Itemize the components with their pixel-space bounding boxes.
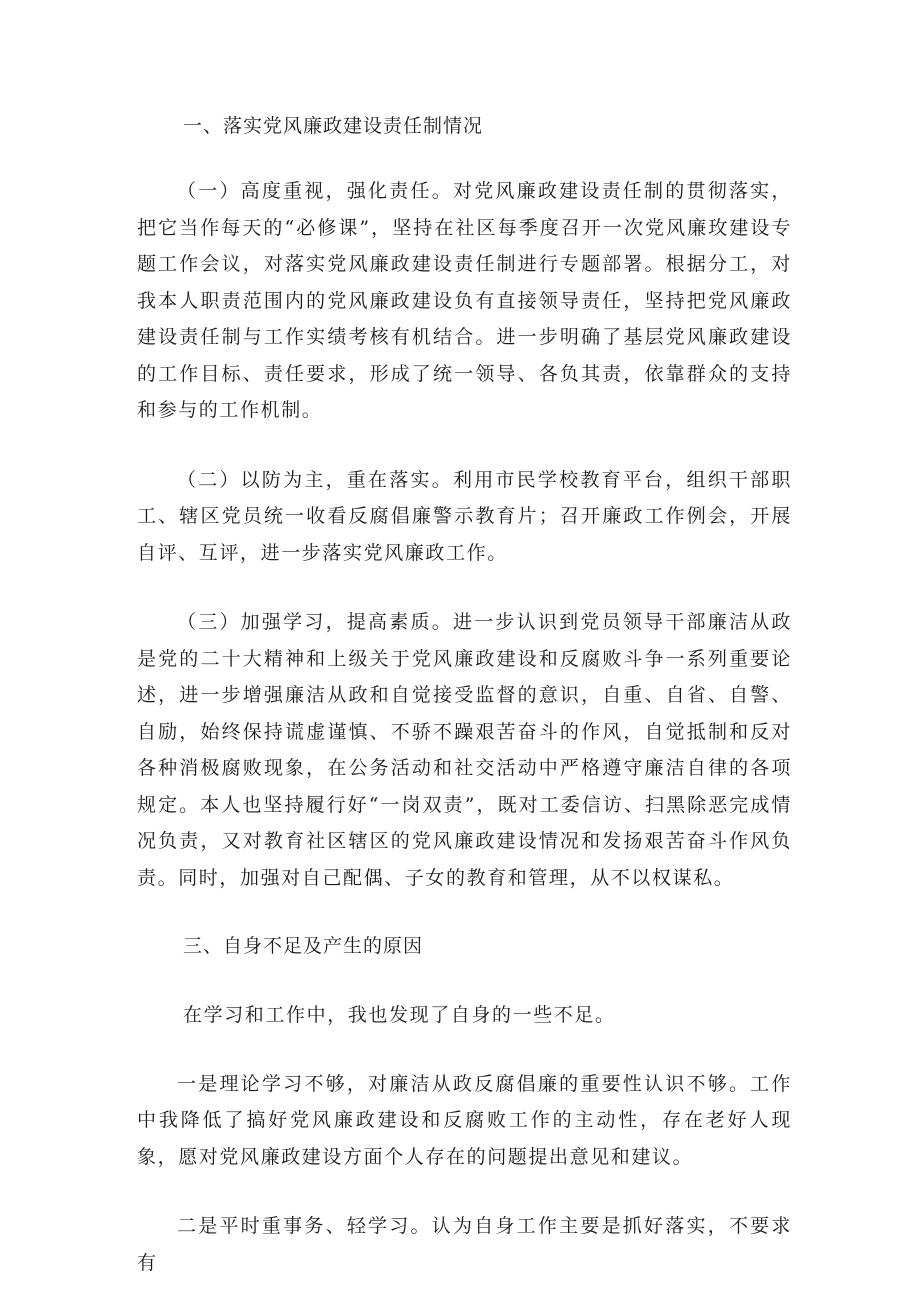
paragraph-prevention: （二）以防为主，重在落实。利用市民学校教育平台，组织干部职工、辖区党员统一收看反腐倡廉警示教育片；召开廉政工作例会，开展自评、互评，进一步落实党风廉政工作。 — [137, 468, 792, 564]
paragraph-responsibility: （一）高度重视，强化责任。对党风廉政建设责任制的贯彻落实，把它当作每天的“必修课”，坚持在社区每季度召开一次党风廉玫建设专题工作会议，对落实党风廉政建设责任制进行专题部署。根据分工，对我本人职责范围内的党风廉政建设负有直接领导责任，坚持把党风廉政建设责任制与工作实绩考核有机结合。进一步明确了基层党风廉政建设的工作目标、责任要求，形成了统一领导、各负其责，依靠群众的支持和参与的工作机制。 — [137, 180, 792, 421]
document-body — [137, 108, 792, 1281]
section-heading-1: 一、落实党风廉政建设责任制情况 — [183, 115, 484, 137]
paragraph-shortcoming-1: 一是理论学习不够，对廉洁从政反腐倡廉的重要性认识不够。工作中我降低了搞好党风廉政建设和反腐败工作的主动性，存在老好人现象，愿对党风廉政建设方面个人存在的问题提出意见和建议。 — [137, 1072, 792, 1168]
section-heading-3: 三、自身不足及产生的原因 — [183, 935, 424, 957]
paragraph-shortcomings-intro: 在学习和工作中，我也发现了自身的一些不足。 — [183, 1004, 616, 1026]
paragraph-shortcoming-2: 二是平时重事务、轻学习。认为自身工作主要是抓好落实，不要求有 — [137, 1215, 792, 1274]
paragraph-study: （三）加强学习，提高素质。进一步认识到党员领导干部廉洁从政是党的二十大精神和上级关于党风廉政建设和反腐败斗争一系列重要论述，进一步增强廉洁从政和自觉接受监督的意识，自重、自省、自警、自励，始终保持谎虚谨慎、不骄不躁艰苦奋斗的作风，自觉抵制和反对各种消极腐败现象，在公务活动和社交活动中严格遵守廉洁自律的各项规定。本人也坚持履行好“一岗双责”，既对工委信访、扫黑除恶完成情况负责，又对教育社区辖区的党风廉政建设情况和发扬艰苦奋斗作风负责。同时，加强对自己配偶、子女的教育和管理，从不以权谋私。 — [137, 611, 792, 889]
